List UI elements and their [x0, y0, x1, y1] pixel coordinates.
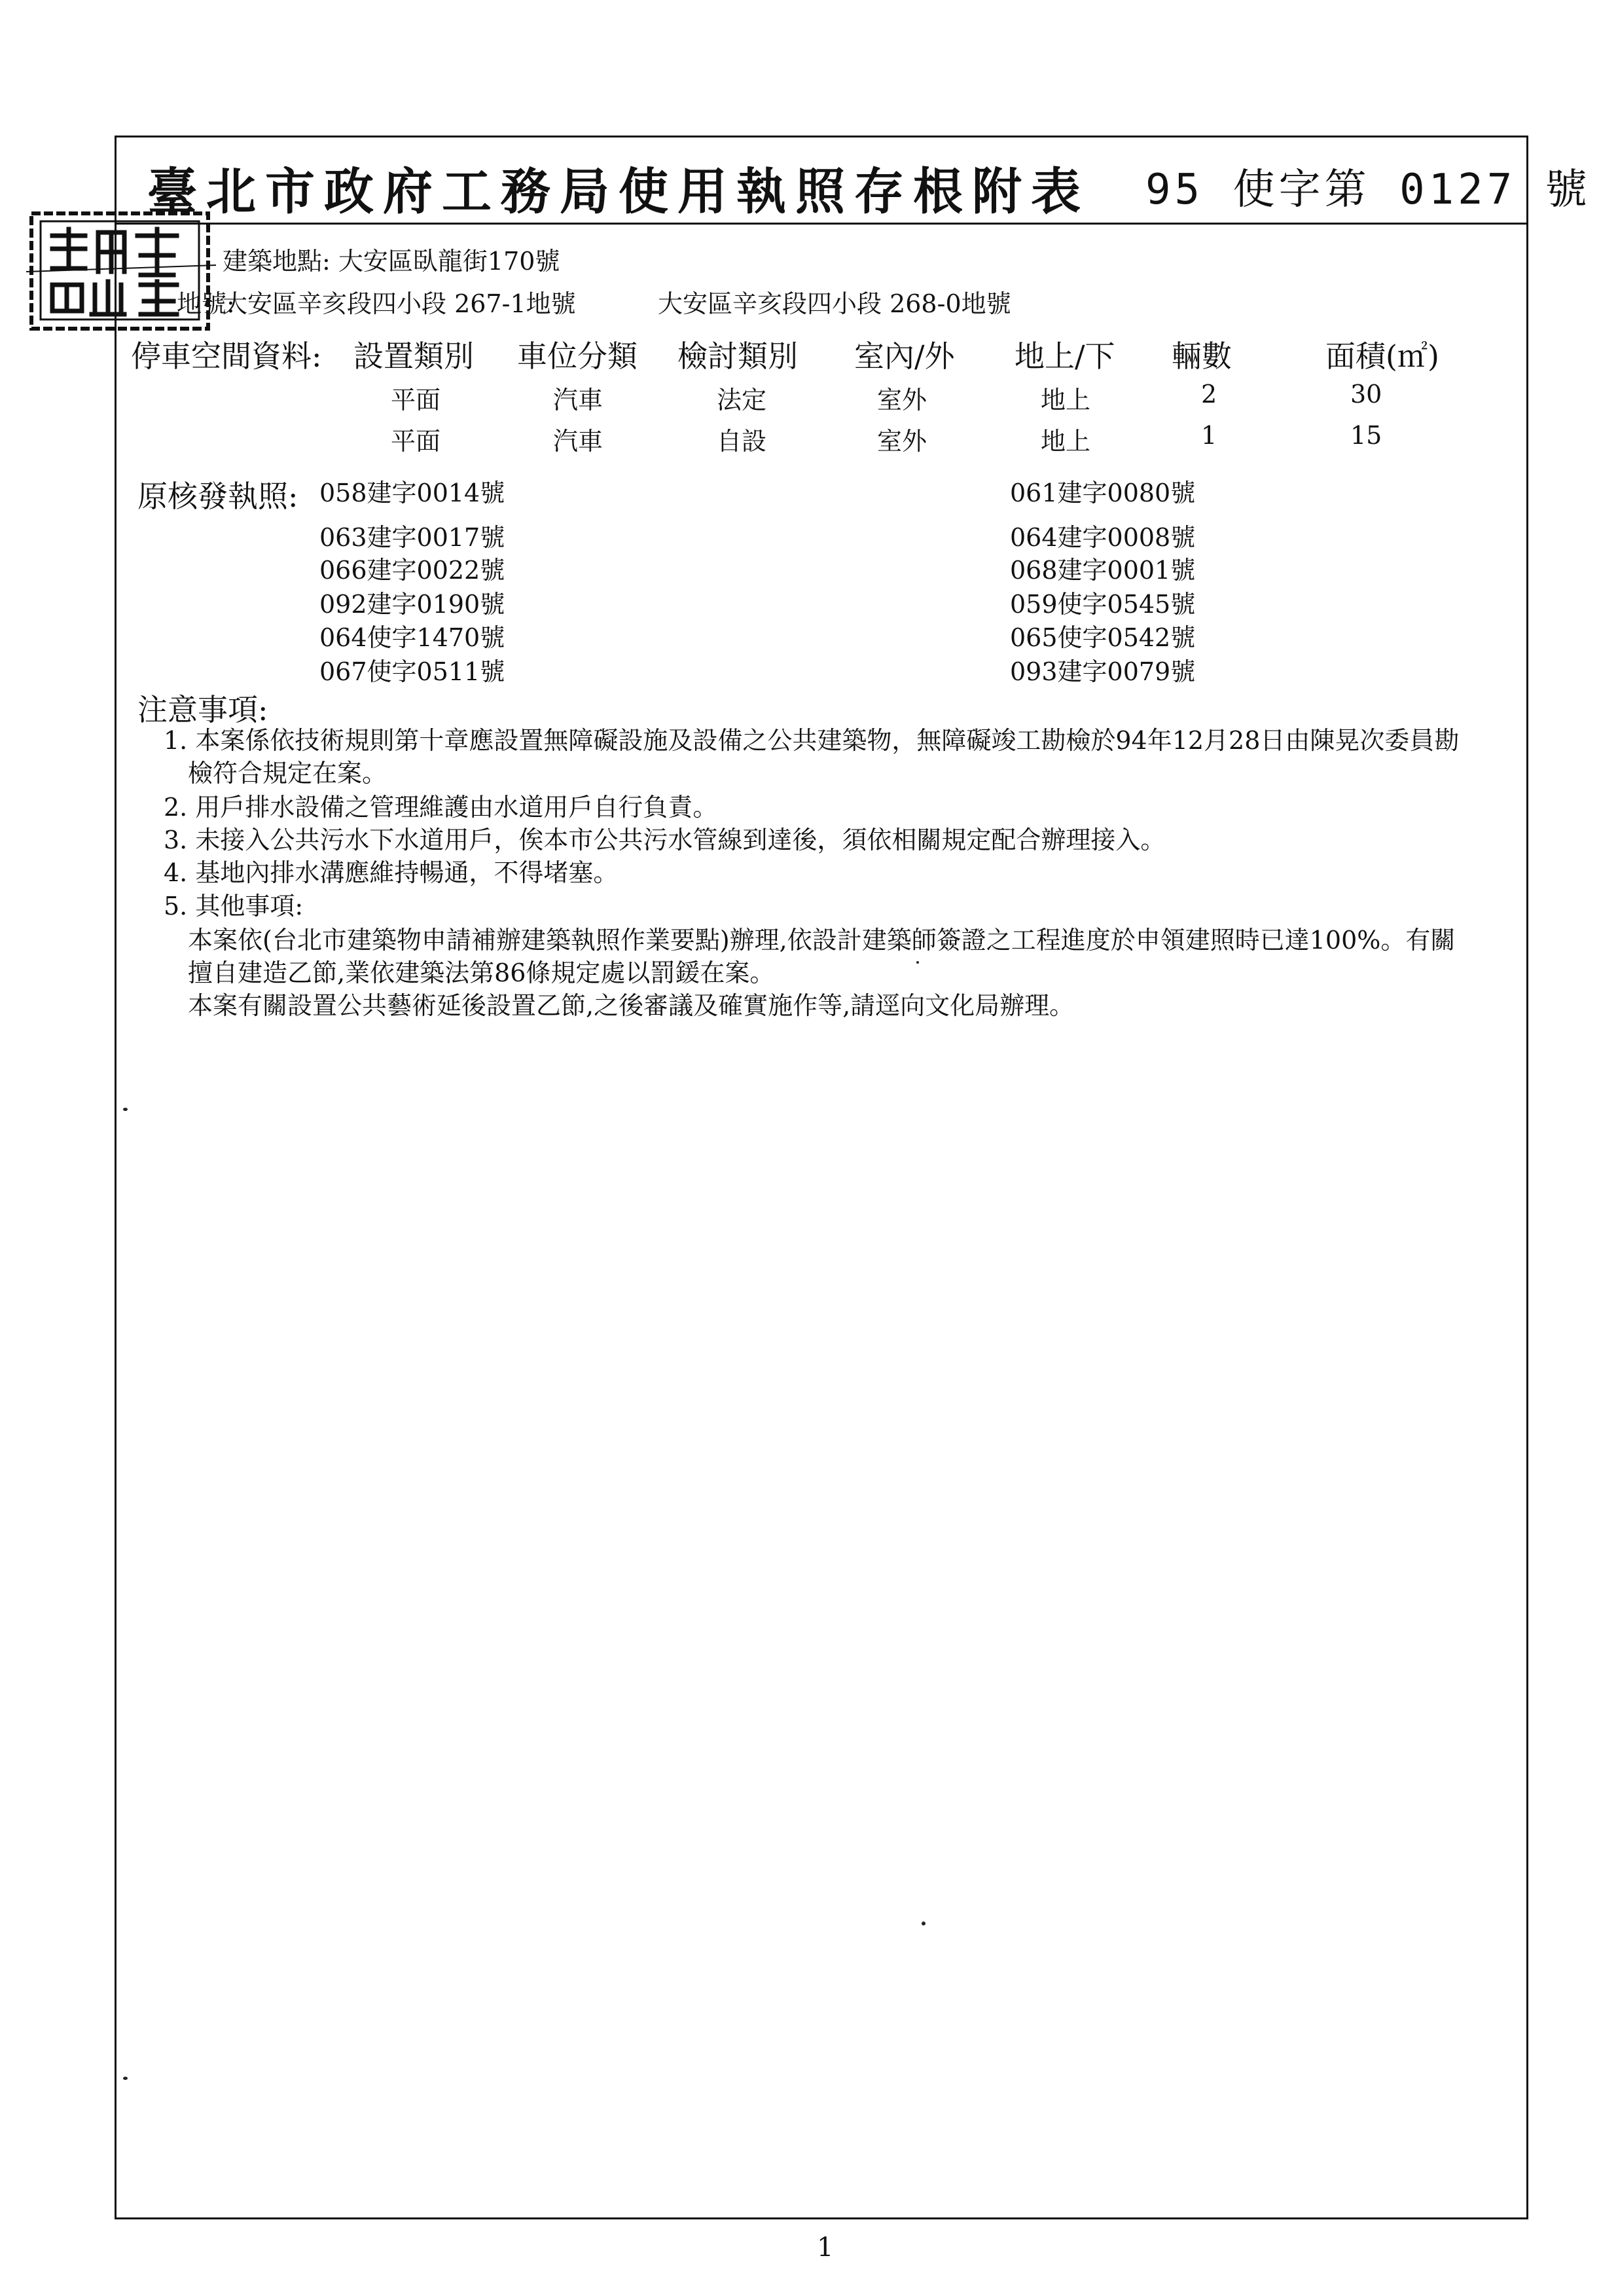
parking-col-header: 設置類別	[353, 338, 474, 374]
permit-entry: 063建字0017號	[319, 523, 505, 552]
scan-speck	[916, 961, 919, 964]
parking-col-header: 輛數	[1172, 338, 1232, 374]
permit-entry: 064建字0008號	[1010, 523, 1196, 552]
permit-entry: 066建字0022號	[319, 556, 505, 585]
parking-cell: 平面	[391, 427, 441, 456]
original-permits-label: 原核發執照:	[137, 479, 298, 514]
parking-cell: 平面	[391, 386, 441, 414]
document-title: 臺北市政府工務局使用執照存根附表	[147, 162, 1090, 221]
parking-cell: 15	[1350, 421, 1382, 450]
document-frame	[115, 136, 1528, 2219]
note-item: 3. 未接入公共污水下水道用戶，俟本市公共污水管線到達後，須依相關規定配合辦理接入。	[164, 826, 1166, 854]
location-label: 建築地點:	[223, 247, 331, 276]
location-row	[223, 241, 560, 277]
parking-cell: 室外	[877, 386, 927, 414]
parking-cell: 2	[1201, 380, 1217, 409]
parking-cell: 30	[1350, 380, 1382, 409]
parking-cell: 室外	[877, 427, 927, 456]
permit-entry: 061建字0080號	[1010, 479, 1196, 507]
parking-col-header: 檢討類別	[677, 338, 798, 374]
scan-speck	[123, 2077, 128, 2080]
permit-entry: 093建字0079號	[1010, 657, 1196, 686]
note-item: 本案依(台北市建築物申請補辦建築執照作業要點)辦理,依設計建築師簽證之工程進度於申領建照時已達100%。有關	[188, 926, 1456, 955]
parking-cell: 汽車	[553, 427, 603, 456]
parking-cell: 自設	[717, 427, 767, 456]
permit-entry: 067使字0511號	[319, 657, 505, 686]
note-item: 1. 本案係依技術規則第十章應設置無障礙設施及設備之公共建築物，無障礙竣工勘檢於94年12月28日由陳晃次委員勘	[164, 726, 1460, 755]
page-number: 1	[817, 2232, 834, 2263]
parking-cell: 法定	[717, 386, 767, 414]
permit-entry: 092建字0190號	[319, 590, 505, 619]
parking-cell: 1	[1201, 421, 1217, 450]
location-value: 大安區臥龍街170號	[338, 247, 560, 276]
note-item: 擅自建造乙節,業依建築法第86條規定處以罰鍰在案。	[188, 958, 775, 987]
permit-entry: 065使字0542號	[1010, 623, 1196, 652]
permit-number: 95 使字第 0127 號	[1145, 166, 1591, 214]
lot-value-1: 大安區辛亥段四小段 267-1地號	[223, 289, 576, 318]
permit-entry: 064使字1470號	[319, 623, 505, 652]
scan-speck	[123, 1108, 128, 1111]
lot-value-2: 大安區辛亥段四小段 268-0地號	[658, 289, 1011, 318]
parking-cell: 汽車	[553, 386, 603, 414]
note-item: 5. 其他事項:	[164, 892, 304, 920]
note-item: 4. 基地內排水溝應維持暢通，不得堵塞。	[164, 858, 619, 887]
parking-label: 停車空間資料:	[131, 338, 322, 374]
note-item: 2. 用戶排水設備之管理維護由水道用戶自行負責。	[164, 793, 718, 822]
parking-cell: 地上	[1041, 386, 1091, 414]
permit-entry: 058建字0014號	[319, 479, 505, 507]
note-item: 檢符合規定在案。	[188, 759, 387, 788]
lot-label: 地號:	[177, 289, 235, 318]
parking-col-header: 面積(㎡)	[1325, 338, 1439, 374]
permit-entry: 068建字0001號	[1010, 556, 1196, 585]
permit-entry: 059使字0545號	[1010, 590, 1196, 619]
parking-col-header: 地上/下	[1015, 338, 1115, 374]
parking-cell: 地上	[1041, 427, 1091, 456]
parking-col-header: 車位分類	[517, 338, 638, 374]
note-item: 本案有關設置公共藝術延後設置乙節,之後審議及確實施作等,請逕向文化局辦理。	[188, 991, 1075, 1020]
scan-speck	[922, 1922, 926, 1925]
notes-label: 注意事項:	[137, 692, 268, 727]
parking-col-header: 室內/外	[854, 338, 955, 374]
